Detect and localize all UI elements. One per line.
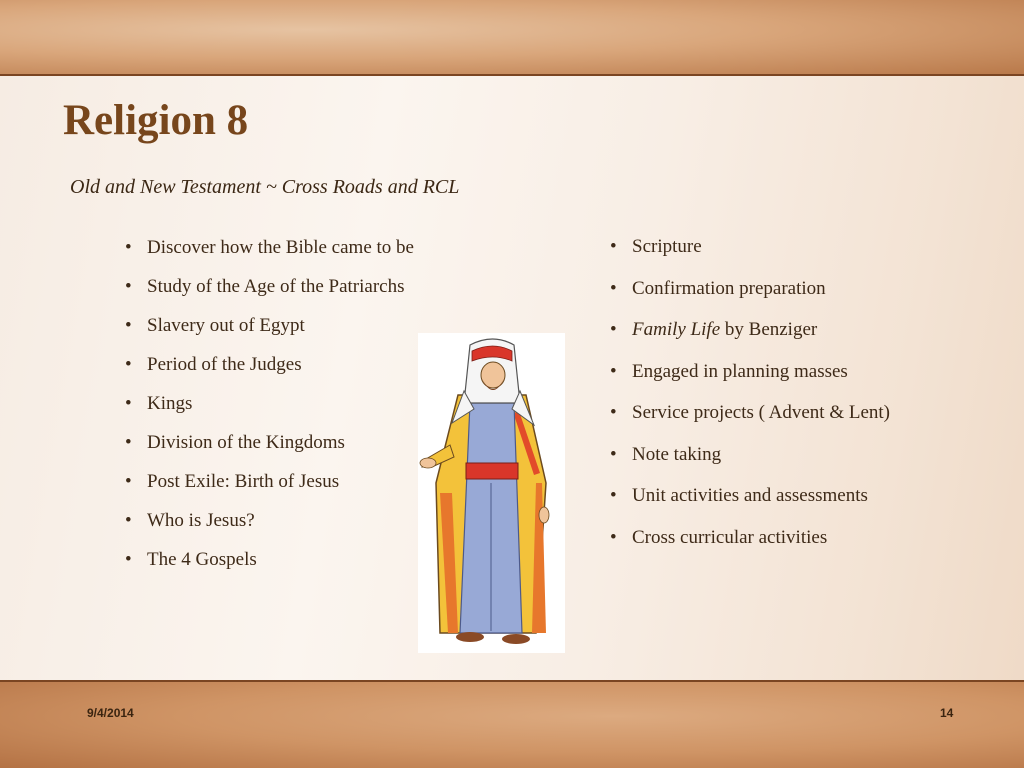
- list-item-family-life: [606, 319, 890, 361]
- footer-date: 9/4/2014: [87, 706, 134, 720]
- list-item: • Study of the Age of the Patriarchs: [121, 276, 414, 315]
- list-item: • Post Exile: Birth of Jesus: [121, 471, 414, 510]
- list-item: • Confirmation preparation: [606, 278, 890, 320]
- left-bullet-list: [121, 237, 414, 588]
- list-item: • Unit activities and assessments: [606, 485, 890, 527]
- bottom-decorative-band: [0, 682, 1024, 768]
- list-item: • Slavery out of Egypt: [121, 315, 414, 354]
- family-life-publisher: by Benziger: [720, 319, 818, 340]
- robed-man-icon: [418, 333, 565, 653]
- list-item: • Division of the Kingdoms: [121, 432, 414, 471]
- list-item: • Service projects ( Advent & Lent): [606, 402, 890, 444]
- list-item: • Kings: [121, 393, 414, 432]
- slide-subtitle: Old and New Testament ~ Cross Roads and RCL: [70, 176, 460, 198]
- list-item: • Scripture: [606, 236, 890, 278]
- right-bullet-list: [606, 236, 890, 568]
- slide-title: Religion 8: [63, 97, 249, 144]
- list-item: • The 4 Gospels: [121, 549, 414, 588]
- list-item: • Discover how the Bible came to be: [121, 237, 414, 276]
- list-item: • Period of the Judges: [121, 354, 414, 393]
- list-item: • Cross curricular activities: [606, 527, 890, 569]
- list-item: • Engaged in planning masses: [606, 361, 890, 403]
- list-item: • Who is Jesus?: [121, 510, 414, 549]
- family-life-title: Family Life: [632, 319, 721, 340]
- top-decorative-band: [0, 0, 1024, 74]
- slide-number: 14: [940, 706, 954, 720]
- biblical-figure-illustration: [418, 333, 565, 653]
- list-item: • Note taking: [606, 444, 890, 486]
